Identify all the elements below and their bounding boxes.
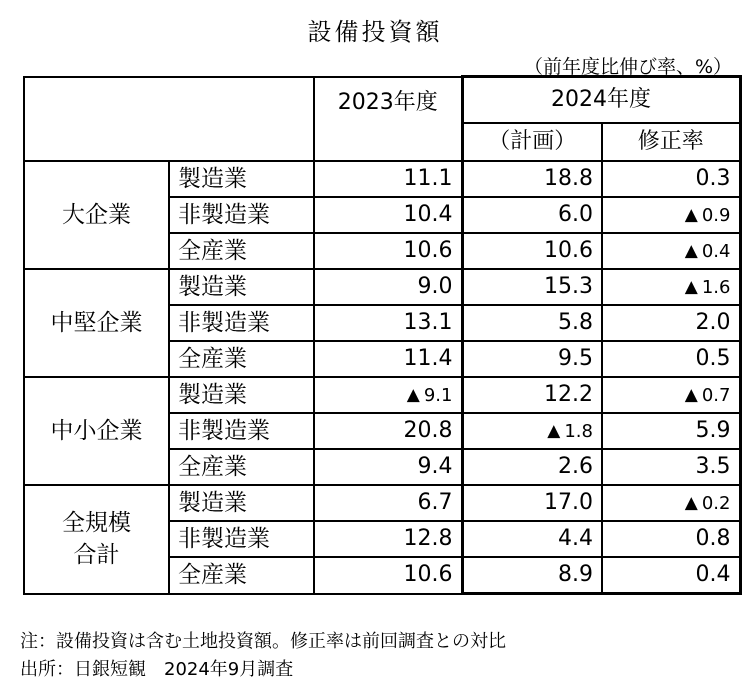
cell-value: 9.1 xyxy=(423,385,453,406)
value-revision-rate xyxy=(602,521,740,557)
cell-value: 2.6 xyxy=(558,454,593,479)
industry-label: 非製造業 xyxy=(169,413,314,449)
header-plan: （計画） xyxy=(462,123,602,161)
value-2023 xyxy=(314,377,462,413)
cell-value: 10.6 xyxy=(403,238,453,263)
table-row xyxy=(24,269,740,305)
cell-value: 0.8 xyxy=(695,526,731,551)
cell-value: 1.6 xyxy=(701,277,731,298)
cell-value: 0.7 xyxy=(701,385,731,406)
industry-label: 製造業 xyxy=(169,161,314,197)
cell-value: 5.9 xyxy=(695,418,731,443)
cell-value: 10.4 xyxy=(403,202,453,227)
negative-triangle-icon: ▲ xyxy=(684,277,698,297)
cell-value: 0.4 xyxy=(701,241,731,262)
value-2024-plan xyxy=(462,377,602,413)
value-2023 xyxy=(314,161,462,197)
negative-triangle-icon: ▲ xyxy=(406,385,420,405)
value-2023 xyxy=(314,557,462,594)
value-2024-plan xyxy=(462,449,602,485)
industry-label: 製造業 xyxy=(169,377,314,413)
industry-label: 製造業 xyxy=(169,269,314,305)
negative-triangle-icon: ▲ xyxy=(684,205,698,225)
value-2024-plan xyxy=(462,413,602,449)
value-revision-rate xyxy=(602,233,740,269)
company-size-label: 中小企業 xyxy=(24,377,169,485)
value-2024-plan xyxy=(462,233,602,269)
cell-value: 9.4 xyxy=(417,454,453,479)
value-2023 xyxy=(314,197,462,233)
cell-value: 18.8 xyxy=(544,166,593,191)
cell-value: 17.0 xyxy=(544,490,593,515)
value-2023 xyxy=(314,485,462,521)
industry-label: 非製造業 xyxy=(169,305,314,341)
value-2023 xyxy=(314,449,462,485)
cell-value: 11.1 xyxy=(403,166,453,191)
industry-label: 全産業 xyxy=(169,341,314,377)
cell-value: 5.8 xyxy=(558,310,593,335)
value-revision-rate xyxy=(602,377,740,413)
unit-note: （前年度比伸び率、%） xyxy=(523,56,732,78)
cell-value: 0.9 xyxy=(701,205,731,226)
value-revision-rate xyxy=(602,197,740,233)
value-2023 xyxy=(314,269,462,305)
notes xyxy=(20,628,506,684)
company-size-label: 大企業 xyxy=(24,161,169,269)
industry-label: 非製造業 xyxy=(169,521,314,557)
company-size-label: 中堅企業 xyxy=(24,269,169,377)
industry-label: 非製造業 xyxy=(169,197,314,233)
value-2024-plan xyxy=(462,521,602,557)
value-revision-rate xyxy=(602,305,740,341)
industry-label: 全産業 xyxy=(169,557,314,594)
cell-value: 3.5 xyxy=(695,454,731,479)
value-2024-plan xyxy=(462,161,602,197)
value-2024-plan xyxy=(462,305,602,341)
cell-value: 6.7 xyxy=(417,490,453,515)
value-2023 xyxy=(314,341,462,377)
table-row xyxy=(24,161,740,197)
value-2023 xyxy=(314,233,462,269)
header-blank-cell xyxy=(24,77,314,162)
value-2023 xyxy=(314,521,462,557)
cell-value: 9.0 xyxy=(417,274,453,299)
value-revision-rate xyxy=(602,413,740,449)
value-2023 xyxy=(314,413,462,449)
negative-triangle-icon: ▲ xyxy=(684,241,698,261)
cell-value: 0.5 xyxy=(695,346,731,371)
cell-value: 0.4 xyxy=(695,562,731,587)
value-revision-rate xyxy=(602,557,740,594)
capex-table xyxy=(23,75,742,595)
value-revision-rate xyxy=(602,341,740,377)
value-2023 xyxy=(314,305,462,341)
value-revision-rate xyxy=(602,449,740,485)
cell-value: 8.9 xyxy=(558,562,593,587)
cell-value: 12.2 xyxy=(544,382,593,407)
table-title: 設備投資額 xyxy=(307,18,443,46)
cell-value: 10.6 xyxy=(403,562,453,588)
cell-value: 20.8 xyxy=(403,418,453,443)
value-2024-plan xyxy=(462,485,602,521)
cell-value: 12.8 xyxy=(403,526,453,551)
industry-label: 製造業 xyxy=(169,485,314,521)
company-size-label: 全規模 合計 xyxy=(24,485,169,594)
cell-value: 4.4 xyxy=(558,526,593,551)
table-row xyxy=(24,485,740,521)
cell-value: 11.4 xyxy=(403,346,453,371)
footnote: 注：設備投資は含む土地投資額。修正率は前回調査との対比 xyxy=(20,631,506,652)
header-2024: 2024年度 xyxy=(462,77,740,124)
source-note: 出所：日銀短観 2024年9月調査 xyxy=(20,659,294,680)
header-2023: 2023年度 xyxy=(314,77,462,162)
cell-value: 13.1 xyxy=(403,310,453,335)
cell-value: 15.3 xyxy=(544,274,593,299)
cell-value: 1.8 xyxy=(564,421,593,442)
cell-value: 0.3 xyxy=(695,166,731,191)
value-2024-plan xyxy=(462,557,602,594)
value-2024-plan xyxy=(462,269,602,305)
value-revision-rate xyxy=(602,269,740,305)
negative-triangle-icon: ▲ xyxy=(684,493,698,513)
negative-triangle-icon: ▲ xyxy=(684,385,698,405)
value-revision-rate xyxy=(602,161,740,197)
cell-value: 0.2 xyxy=(701,493,731,514)
cell-value: 6.0 xyxy=(558,202,593,227)
table-row xyxy=(24,377,740,413)
header-revision: 修正率 xyxy=(602,123,740,161)
cell-value: 2.0 xyxy=(695,310,731,335)
value-revision-rate xyxy=(602,485,740,521)
industry-label: 全産業 xyxy=(169,449,314,485)
industry-label: 全産業 xyxy=(169,233,314,269)
negative-triangle-icon: ▲ xyxy=(547,421,561,441)
value-2024-plan xyxy=(462,341,602,377)
cell-value: 9.5 xyxy=(558,346,593,371)
cell-value: 10.6 xyxy=(544,238,593,263)
value-2024-plan xyxy=(462,197,602,233)
